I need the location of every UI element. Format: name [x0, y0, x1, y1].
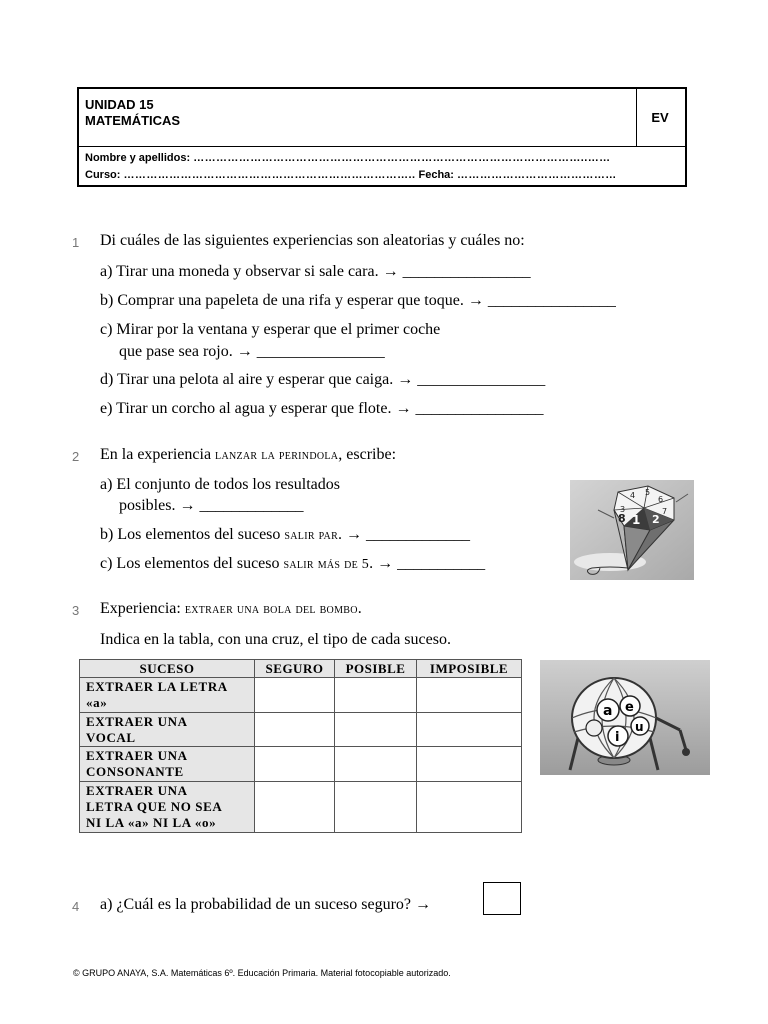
exercise-2-prompt — [100, 446, 396, 464]
exercise-3-prompt-text: Experiencia: — [100, 600, 185, 617]
cell-seguro[interactable] — [255, 782, 335, 833]
cell-seguro[interactable] — [255, 713, 335, 747]
cell-imposible[interactable] — [417, 678, 522, 713]
unit-label: UNIDAD 15 — [85, 97, 154, 112]
exercise-2a-line2[interactable]: posibles. → _____________ — [119, 497, 304, 514]
ball-letter-e: e — [625, 700, 634, 715]
exercise-2b[interactable] — [100, 526, 470, 544]
exercise-2c-text: c) Los elementos del suceso — [100, 555, 284, 572]
cell-seguro[interactable] — [255, 747, 335, 782]
footer-copyright: © GRUPO ANAYA, S.A. Matemáticas 6º. Educación Primaria. Material fotocopiable autorizado. — [73, 968, 451, 978]
perindola-label-1: 1 — [632, 513, 641, 527]
exercise-1-number: 1 — [72, 235, 80, 250]
date-label: Fecha: — [418, 169, 454, 181]
ball-letter-u: u — [635, 720, 644, 734]
row-event-line: EXTRAER LA LETRA — [86, 679, 228, 694]
perindola-illustration — [570, 480, 694, 580]
exercise-3-number: 3 — [72, 603, 80, 618]
exercise-2b-blank: . → _____________ — [338, 526, 471, 543]
exercise-4-number: 4 — [72, 899, 80, 914]
student-fields — [79, 146, 685, 187]
row-event-line: CONSONANTE — [86, 764, 184, 779]
cell-imposible[interactable] — [417, 782, 522, 833]
table-header-row — [80, 660, 522, 678]
name-field[interactable] — [85, 150, 685, 167]
perindola-label-8: 8 — [618, 512, 626, 525]
exercise-1c-line1: c) Mirar por la ventana y esperar que el primer coche — [100, 321, 441, 338]
row-event-label — [80, 713, 255, 747]
col-imposible: IMPOSIBLE — [417, 660, 522, 678]
lottery-drum-image — [540, 660, 710, 775]
cell-imposible[interactable] — [417, 713, 522, 747]
col-posible: POSIBLE — [335, 660, 417, 678]
table-row — [80, 782, 522, 833]
name-dots: …………………………………………………………………………………………..…… — [193, 152, 611, 164]
answer-box[interactable] — [483, 882, 521, 915]
exercise-3-prompt-end: . — [357, 600, 362, 617]
col-suceso: SUCESO — [80, 660, 255, 678]
cell-posible[interactable] — [335, 713, 417, 747]
course-label: Curso: — [85, 169, 121, 181]
course-field[interactable] — [85, 169, 415, 181]
exercise-1e[interactable]: e) Tirar un corcho al agua y esperar que flote. → ________________ — [100, 400, 544, 417]
exercise-2c[interactable] — [100, 555, 485, 573]
exercise-3-prompt — [100, 600, 362, 618]
row-event-line: LETRA QUE NO SEA — [86, 799, 223, 814]
perindola-label-7: 7 — [662, 507, 668, 516]
table-row — [80, 747, 522, 782]
exercise-2b-text: b) Los elementos del suceso — [100, 526, 285, 543]
exercise-2-experiment: lanzar la perindola — [215, 448, 339, 463]
exercise-1b[interactable]: b) Comprar una papeleta de una rifa y esperar que toque. → ________________ — [100, 292, 616, 309]
exercise-2b-event: salir par — [284, 528, 339, 543]
table-row — [80, 713, 522, 747]
cell-imposible[interactable] — [417, 747, 522, 782]
course-dots: ………………………………………………………………….. — [123, 169, 416, 181]
exercise-2-number: 2 — [72, 449, 80, 464]
name-label: Nombre y apellidos: — [85, 152, 191, 164]
exercise-3-experiment: extraer una bola del bombo — [184, 602, 358, 617]
exercise-2-prompt-text: En la experiencia — [100, 446, 216, 463]
perindola-label-6: 6 — [658, 495, 664, 504]
cell-seguro[interactable] — [255, 678, 335, 713]
cell-posible[interactable] — [335, 782, 417, 833]
table-row — [80, 678, 522, 713]
cell-posible[interactable] — [335, 678, 417, 713]
row-event-line: EXTRAER UNA — [86, 714, 188, 729]
exercise-2a-line1: a) El conjunto de todos los resultados — [100, 476, 340, 493]
lottery-drum-illustration — [540, 660, 710, 775]
perindola-label-2: 2 — [652, 513, 660, 526]
course-date-row — [85, 167, 685, 184]
perindola-label-3: 3 — [620, 505, 626, 514]
exercise-4a: a) ¿Cuál es la probabilidad de un suceso seguro? → — [100, 896, 432, 913]
row-event-line: EXTRAER UNA — [86, 748, 188, 763]
row-event-line: NI LA «a» NI LA «o» — [86, 815, 217, 830]
ball-letter-i: i — [615, 730, 620, 745]
row-event-label — [80, 747, 255, 782]
col-seguro: SEGURO — [255, 660, 335, 678]
perindola-label-5: 5 — [645, 488, 651, 497]
date-dots: …………………………………… — [457, 169, 617, 181]
row-event-label — [80, 782, 255, 833]
row-event-line: EXTRAER UNA — [86, 783, 188, 798]
row-event-line: VOCAL — [86, 730, 136, 745]
perindola-image — [570, 480, 694, 580]
ball-letter-a: a — [603, 703, 613, 719]
exercise-2-prompt-end: , escribe: — [338, 446, 397, 463]
exercise-3-instruction: Indica en la tabla, con una cruz, el tipo de cada suceso. — [100, 631, 451, 648]
exercise-1a[interactable]: a) Tirar una moneda y observar si sale cara. → ________________ — [100, 263, 531, 280]
row-event-label — [80, 678, 255, 713]
exercise-2c-event: salir más de 5 — [283, 557, 370, 572]
exercise-1c-line2[interactable]: que pase sea rojo. → ________________ — [119, 343, 385, 360]
worksheet-code: EV — [651, 110, 669, 125]
exercise-1-prompt: Di cuáles de las siguientes experiencias son aleatorias y cuáles no: — [100, 232, 525, 249]
exercise-1d[interactable]: d) Tirar una pelota al aire y esperar que caiga. → ________________ — [100, 371, 546, 388]
worksheet-header — [77, 87, 687, 187]
date-field[interactable] — [419, 169, 617, 181]
perindola-label-4: 4 — [630, 491, 636, 500]
events-table — [79, 659, 522, 833]
exercise-2c-blank: . → ___________ — [369, 555, 486, 572]
unit-title — [79, 89, 637, 146]
row-event-line: «a» — [86, 695, 108, 710]
subject-label: MATEMÁTICAS — [85, 113, 181, 128]
cell-posible[interactable] — [335, 747, 417, 782]
